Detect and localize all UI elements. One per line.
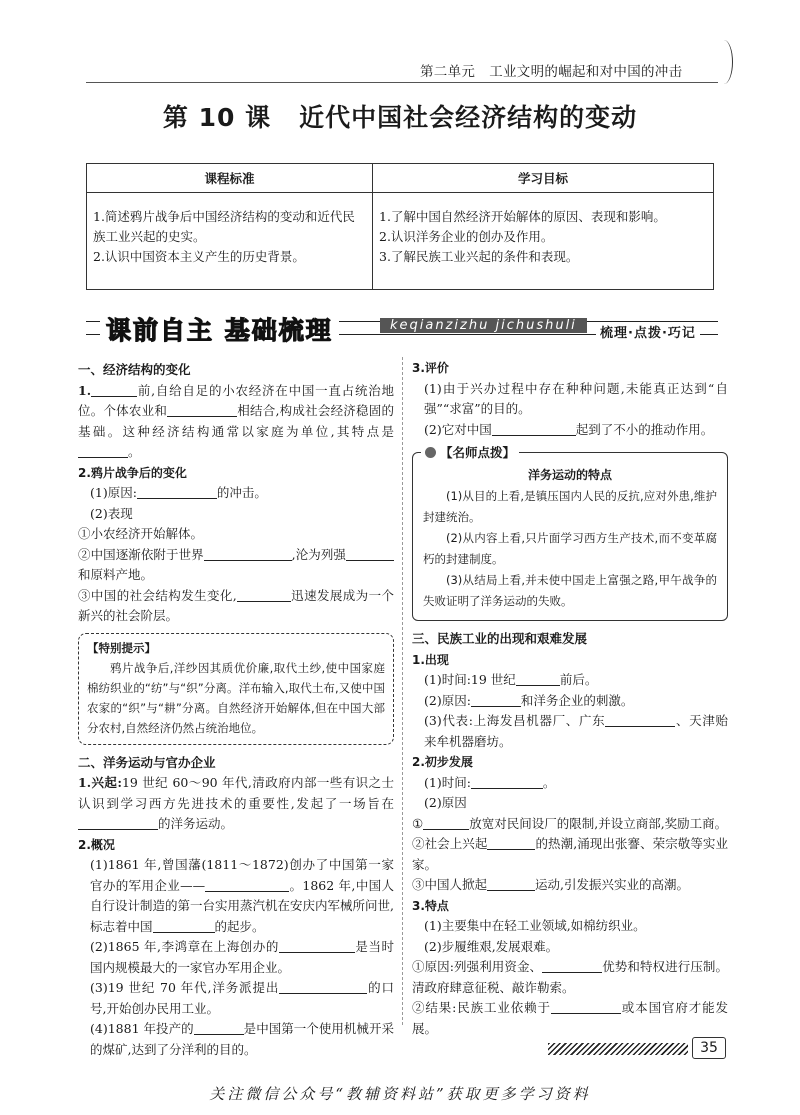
- subsection-title: 3.特点: [412, 898, 449, 913]
- tip-title: 【特别提示】: [87, 640, 156, 655]
- unit-label: 第二单元: [420, 64, 476, 80]
- expert-tip-paragraph: (3)从结局上看,并未使中国走上富强之路,甲午战争的失败证明了洋务运动的失败。: [423, 573, 717, 608]
- list-item: ②社会上兴起 的热潮,涌现出张謇、荣宗敬等实业家。: [412, 836, 728, 872]
- fill-blank[interactable]: [78, 443, 128, 458]
- footer-note: 关注微信公众号“教辅资料站”获取更多学习资料: [209, 1085, 591, 1103]
- fill-blank[interactable]: [471, 692, 521, 707]
- fill-blank[interactable]: [205, 877, 289, 892]
- subsection-title: 1.出现: [412, 652, 449, 667]
- list-item: (3)代表:上海发昌机器厂、广东 、天津贻来牟机器磨坊。: [424, 713, 728, 749]
- fill-blank[interactable]: [279, 979, 367, 994]
- fill-blank[interactable]: [237, 587, 291, 602]
- list-item: (1)原因: 的冲击。: [90, 485, 267, 500]
- fill-blank[interactable]: [487, 876, 535, 891]
- objective-item: 2.认识洋务企业的创办及作用。: [379, 229, 554, 244]
- section-title: 一、经济结构的变化: [78, 362, 191, 377]
- section-title: 三、民族工业的出现和艰难发展: [412, 631, 588, 646]
- expert-tip-subtitle: 洋务运动的特点: [527, 468, 612, 482]
- list-item: (2)原因: [424, 795, 467, 810]
- fill-blank[interactable]: [551, 999, 621, 1014]
- fill-blank[interactable]: [167, 402, 237, 417]
- fill-blank[interactable]: [279, 938, 355, 953]
- unit-title: 工业文明的崛起和对中国的冲击: [489, 64, 683, 80]
- list-item: (2)它对中国 起到了不小的推动作用。: [424, 421, 714, 437]
- special-tip-box: [78, 633, 394, 745]
- lesson-number: 第 10 课: [162, 103, 272, 132]
- subsection-title: 2.初步发展: [412, 755, 473, 769]
- fill-blank[interactable]: [153, 918, 215, 933]
- list-item: ① 放宽对民间设厂的限制,并设立商部,奖励工商。: [412, 815, 728, 831]
- list-item: (1)主要集中在轻工业领域,如棉纺织业。: [424, 918, 646, 933]
- pushpin-icon: [425, 447, 436, 458]
- list-item: (2)1865 年,李鸿章在上海创办的 是当时国内规模最大的一家官办军用企业。: [90, 939, 394, 975]
- fill-blank[interactable]: [605, 712, 675, 727]
- fill-blank[interactable]: [492, 421, 576, 436]
- fill-blank[interactable]: [346, 546, 394, 561]
- expert-tip-box: [412, 445, 728, 621]
- lesson-title-text: 近代中国社会经济结构的变动: [299, 103, 638, 132]
- list-item: (2)步履维艰,发展艰难。: [424, 938, 559, 954]
- list-item: ③中国人掀起 运动,引发振兴实业的高潮。: [412, 877, 689, 892]
- fill-blank[interactable]: [194, 1020, 244, 1035]
- subsection-title: 2.鸦片战争后的变化: [78, 465, 187, 480]
- banner-pinyin: keqianzizhu jichushuli: [380, 318, 587, 333]
- list-item: (1)1861 年,曾国藩(1811～1872)创办了中国第一家官办的军用企业—— 。1862 年,中国人自行设计制造的第一台实用蒸汽机在安庆内军械所问世,标志着中国 的起步。: [90, 857, 394, 934]
- objectives-header: 学习目标: [373, 164, 714, 193]
- list-item: (2)表现: [90, 505, 133, 521]
- list-item: ②中国逐渐依附于世界 ,沦为列强和原料产地。: [78, 545, 394, 586]
- list-item: (3)19 世纪 70 年代,洋务派提出 的口号,开始创办民用工业。: [90, 980, 394, 1016]
- list-item: (1)时间: 。: [424, 774, 556, 790]
- expert-tip-paragraph: (1)从目的上看,是镇压国内人民的反抗,应对外患,维护封建统治。: [423, 489, 717, 524]
- fill-blank[interactable]: [516, 671, 560, 686]
- standard-item: 2.认识中国资本主义产生的历史背景。: [93, 249, 305, 264]
- standard-item: 1.简述鸦片战争后中国经济结构的变动和近代民族工业兴起的史实。: [93, 209, 355, 244]
- fill-blank[interactable]: [471, 774, 543, 789]
- left-column: [78, 358, 394, 1060]
- section-title: 二、洋务运动与官办企业: [78, 754, 216, 770]
- objectives-cell: [373, 193, 714, 290]
- fill-blank[interactable]: [137, 484, 217, 499]
- page-number-hatch-bar: [548, 1043, 688, 1055]
- banner-title: 课前自主 基础梳理: [100, 311, 339, 347]
- list-item: ②结果:民族工业依赖于 或本国官府才能发展。: [412, 1000, 728, 1036]
- right-column: [412, 358, 728, 1039]
- standards-table: [86, 163, 714, 290]
- fill-blank[interactable]: [487, 835, 535, 850]
- objective-item: 3.了解民族工业兴起的条件和表现。: [379, 249, 579, 264]
- fill-blank[interactable]: [204, 546, 292, 561]
- expert-tip-tag: 【名师点拨】: [421, 442, 519, 463]
- list-item: ③中国的社会结构发生变化, 迅速发展成为一个新兴的社会阶层。: [78, 587, 394, 623]
- standards-cell: [87, 193, 373, 290]
- list-item: (1)时间:19 世纪 前后。: [424, 672, 598, 687]
- list-item: (1)由于兴办过程中存在种种问题,未能真正达到“自强”“求富”的目的。: [424, 380, 728, 416]
- standards-header: 课程标准: [87, 164, 373, 193]
- fill-blank[interactable]: [423, 815, 469, 830]
- subsection-title: 3.评价: [412, 361, 449, 375]
- header-rule: [86, 82, 718, 83]
- list-item: ①小农经济开始解体。: [78, 526, 204, 541]
- paragraph: 1.兴起:19 世纪 60～90 年代,清政府内部一些有识之士认识到学习西方先进技术的重要性,发起了一场旨在的洋务运动。: [78, 775, 394, 831]
- expert-tip-paragraph: (2)从内容上看,只片面学习西方生产技术,而不变革腐朽的封建制度。: [423, 531, 717, 566]
- column-divider: [402, 357, 403, 1025]
- list-item: (4)1881 年投产的 是中国第一个使用机械开采的煤矿,达到了分洋利的目的。: [90, 1021, 394, 1057]
- paragraph: 1. 前,自给自足的小农经济在中国一直占统治地位。个体农业和 相结合,构成社会经济稳固的基础。这种经济结构通常以家庭为单位,其特点是。: [78, 382, 394, 459]
- running-head: [420, 60, 682, 80]
- tip-text: 鸦片战争后,洋纱因其质优价廉,取代土纱,使中国家庭棉纺织业的“纺”与“织”分离。洋布输入,取代土布,又使中国农家的“织”与“耕”分离。自然经济开始解体,但在中国大部分农村,自然经济仍然占统治地位。: [87, 660, 385, 735]
- subsection-title: 2.概况: [78, 837, 115, 852]
- page-number: 35: [692, 1037, 726, 1059]
- list-item: ①原因:列强利用资金、 优势和特权进行压制。清政府肆意征税、敲诈勒索。: [412, 959, 728, 995]
- banner-tag: 梳理·点拨·巧记: [596, 322, 700, 341]
- header-curve-decoration: [718, 40, 733, 84]
- objective-item: 1.了解中国自然经济开始解体的原因、表现和影响。: [379, 209, 666, 224]
- fill-blank[interactable]: [78, 815, 158, 830]
- fill-blank[interactable]: [91, 382, 137, 397]
- fill-blank[interactable]: [542, 958, 602, 973]
- list-item: (2)原因: 和洋务企业的刺激。: [424, 692, 634, 708]
- lesson-title: [0, 98, 800, 134]
